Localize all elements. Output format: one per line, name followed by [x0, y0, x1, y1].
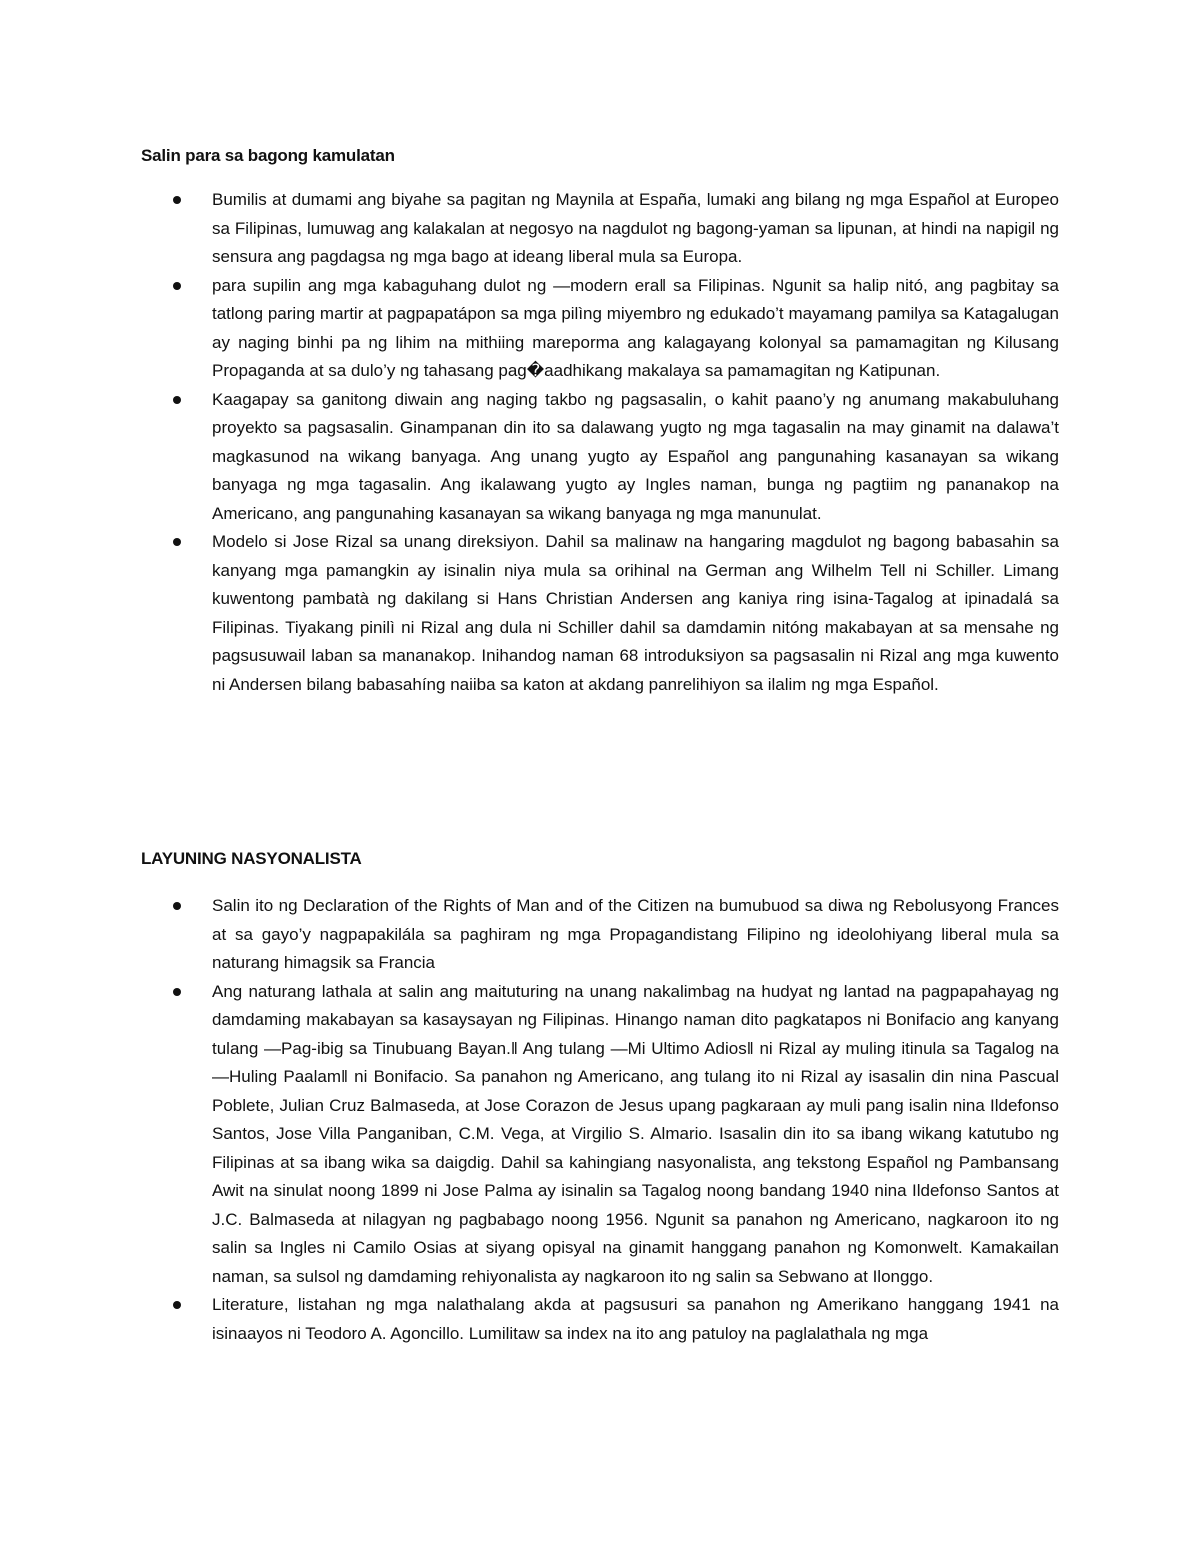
- list-item: [0, 978, 1200, 1292]
- list-item-text: Salin ito ng Declaration of the Rights of Man and of the Citizen na bumubuod sa diwa ng Rebolusyong Frances at sa gayo’y nagpapakilála sa paghiram ng mga Propagandistang Filipino ng ideolohiyang liberal mula sa naturang himagsik sa Francia: [212, 896, 1059, 972]
- list-item: [0, 186, 1200, 272]
- bullet-icon: [173, 396, 181, 404]
- list-item-text: Bumilis at dumami ang biyahe sa pagitan ng Maynila at España, lumaki ang bilang ng mga Español at Europeo sa Filipinas, lumuwag ang kalakalan at negosyo na nagdulot ng bagong-yaman sa lipunan, at hindi na napigil ng sensura ang pagdagsa ng mga bago at ideang liberal mula sa Europa.: [212, 190, 1059, 266]
- bullet-icon: [173, 282, 181, 290]
- bullet-icon: [173, 1301, 181, 1309]
- bullet-list-layuning: [0, 892, 1200, 1348]
- bullet-icon: [173, 196, 181, 204]
- list-item-text: Ang naturang lathala at salin ang maituturing na unang nakalimbag na hudyat ng lantad na pagpapahayag ng damdaming makabayan sa kasaysayan ng Filipinas. Hinango naman dito pagkatapos ni Bonifacio ang kanyang tulang ―Pag-ibig sa Tinubuang Bayan.‖ Ang tulang ―Mi Ultimo Adios‖ ni Rizal ay muling itinula sa Tagalog na ―Huling Paalam‖ ni Bonifacio. Sa panahon ng Americano, ang tulang ito ni Rizal ay isasalin din nina Pascual Poblete, Julian Cruz Balmaseda, at Jose Corazon de Jesus upang pagkaraan ay muli pang isalin nina Ildefonso Santos, Jose Villa Panganiban, C.M. Vega, at Virgilio S. Almario. Isasalin din ito sa ibang wikang katutubo ng Filipinas at sa ibang wika sa daigdig. Dahil sa kahingiang nasyonalista, ang tekstong Español ng Pambansang Awit na sinulat noong 1899 ni Jose Palma ay isinalin sa Tagalog noong bandang 1940 nina Ildefonso Santos at J.C. Balmaseda at nilagyan ng pagbabago noong 1956. Ngunit sa panahon ng Americano, nagkaroon ito ng salin sa Ingles ni Camilo Osias at siyang opisyal na ginamit hanggang panahon ng Komonwelt. Kamakailan naman, sa sulsol ng damdaming rehiyonalista ay nagkaroon ito ng salin sa Sebwano at Ilonggo.: [212, 981, 1059, 1286]
- list-item: [0, 528, 1200, 699]
- list-item-text: Kaagapay sa ganitong diwain ang naging takbo ng pagsasalin, o kahit paano’y ng anumang makabuluhang proyekto sa pagsasalin. Ginampanan din ito sa dalawang yugto ng mga tagasalin na may ginamit na dalawa’t magkasunod na wikang banyaga. Ang unang yugto ay Español ang pangunahing kasanayan sa wikang banyaga ng mga tagasalin. Ang ikalawang yugto ay Ingles naman, bunga ng pagtiim ng pananakop na Americano, ang pangunahing kasanayan sa wikang banyaga ng mga manunulat.: [212, 389, 1059, 523]
- list-item-text: Modelo si Jose Rizal sa unang direksiyon. Dahil sa malinaw na hangaring magdulot ng bagong babasahin sa kanyang mga pamangkin ay isinalin niya mula sa orihinal na German ang Wilhelm Tell ni Schiller. Limang kuwentong pambatà ng dakilang si Hans Christian Andersen ang kaniya ring isina-Tagalog at ipinadalá sa Filipinas. Tiyakang pinilì ni Rizal ang dula ni Schiller dahil sa damdamin nitóng makabayan at sa mensahe ng pagsusuwail laban sa mananakop. Inihandog naman 68 introduksiyon sa pagsasalin ni Rizal ang mga kuwento ni Andersen bilang babasahíng naiiba sa katon at akdang panrelihiyon sa ilalim ng mga Español.: [212, 532, 1059, 694]
- bullet-list-salin: [0, 186, 1200, 699]
- section-heading-salin: Salin para sa bagong kamulatan: [141, 146, 395, 165]
- list-item: [0, 1291, 1200, 1348]
- list-item-text: para supilin ang mga kabaguhang dulot ng ―modern era‖ sa Filipinas. Ngunit sa halip nitó, ang pagbitay sa tatlong paring martir at pagpapatápon sa mga pilìng miyembro ng edukado’t mayamang pamilya sa Katagalugan ay naging binhi pa ng lihim na mithiing mareporma ang kalagayang kolonyal sa pamamagitan ng Kilusang Propaganda at sa dulo’y ng tahasang pag�aadhikang makalaya sa pamamagitan ng Katipunan.: [212, 275, 1059, 380]
- bullet-icon: [173, 988, 181, 996]
- bullet-icon: [173, 902, 181, 910]
- list-item: [0, 892, 1200, 978]
- section-heading-layuning-nasyonalista: LAYUNING NASYONALISTA: [141, 849, 362, 868]
- list-item: [0, 272, 1200, 386]
- list-item-text: Literature, listahan ng mga nalathalang akda at pagsusuri sa panahon ng Amerikano hanggang 1941 na isinaayos ni Teodoro A. Agoncillo. Lumilitaw sa index na ito ang patuloy na paglalathala ng mga: [212, 1295, 1059, 1343]
- list-item: [0, 386, 1200, 529]
- bullet-icon: [173, 538, 181, 546]
